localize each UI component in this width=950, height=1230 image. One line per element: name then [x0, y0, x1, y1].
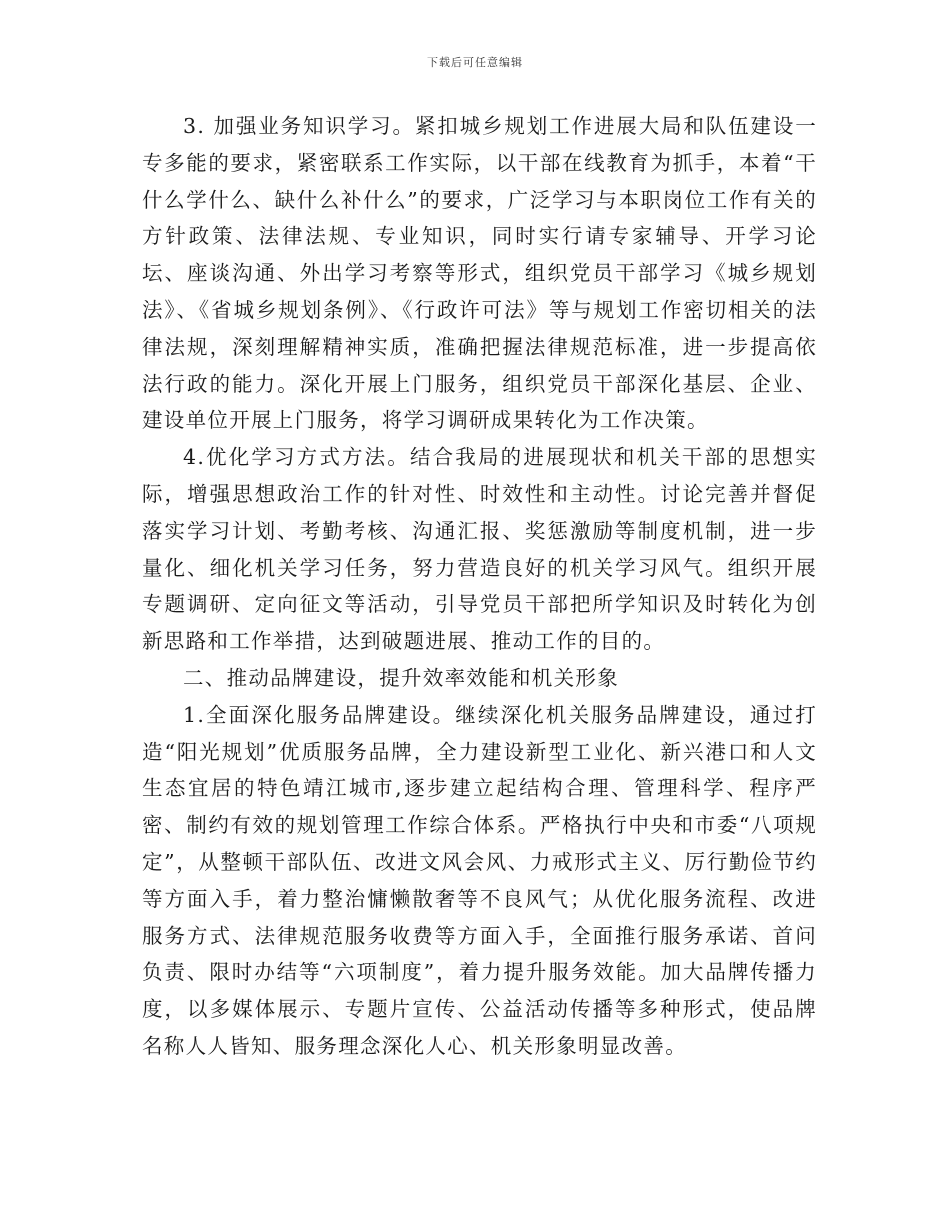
page-header: 下载后可任意编辑 — [427, 56, 523, 69]
paragraph-study-knowledge: 3. 加强业务知识学习。紧扣城乡规划工作进展大局和队伍建设一专多能的要求，紧密联系工作实际，以干部在线教育为抓手，本着“干什么学什么、缺什么补什么”的要求，广泛学习与本职岗位工作有关的方针政策、法律法规、专业知识，同时实行请专家辅导、开学习论坛、座谈沟通、外出学习考察等形式，组织党员干部学习《城乡规划法》、《省城乡规划条例》、《行政许可法》等与规划工作密切相关的法律法规，深刻理解精神实质，准确把握法律规范标准，进一步提高依法行政的能力。深化开展上门服务，组织党员干部深化基层、企业、建设单位开展上门服务，将学习调研成果转化为工作决策。 — [142, 114, 817, 433]
document-body — [142, 108, 817, 1065]
paragraph-study-methods: 4.优化学习方式方法。结合我局的进展现状和机关干部的思想实际，增强思想政治工作的针对性、时效性和主动性。讨论完善并督促落实学习计划、考勤考核、沟通汇报、奖惩激励等制度机制，进一步量化、细化机关学习任务，努力营造良好的机关学习风气。组织开展专题调研、定向征文等活动，引导党员干部把所学知识及时转化为创新思路和工作举措，达到破题进展、推动工作的目的。 — [142, 445, 817, 654]
paragraph-service-brand: 1.全面深化服务品牌建设。继续深化机关服务品牌建设，通过打造“阳光规划”优质服务品牌，全力建设新型工业化、新兴港口和人文生态宜居的特色靖江城市,逐步建立起结构合理、管理科学、程序严密、制约有效的规划管理工作综合体系。严格执行中央和市委“八项规定”，从整顿干部队伍、改进文风会风、力戒形式主义、厉行勤俭节约等方面入手，着力整治慵懒散奢等不良风气；从优化服务流程、改进服务方式、法律规范服务收费等方面入手，全面推行服务承诺、首问负责、限时办结等“六项制度”，着力提升服务效能。加大品牌传播力度，以多媒体展示、专题片宣传、公益活动传播等多种形式，使品牌名称人人皆知、服务理念深化人心、机关形象明显改善。 — [142, 702, 817, 1058]
section-heading-brand: 二、推动品牌建设，提升效率效能和机关形象 — [183, 665, 619, 690]
